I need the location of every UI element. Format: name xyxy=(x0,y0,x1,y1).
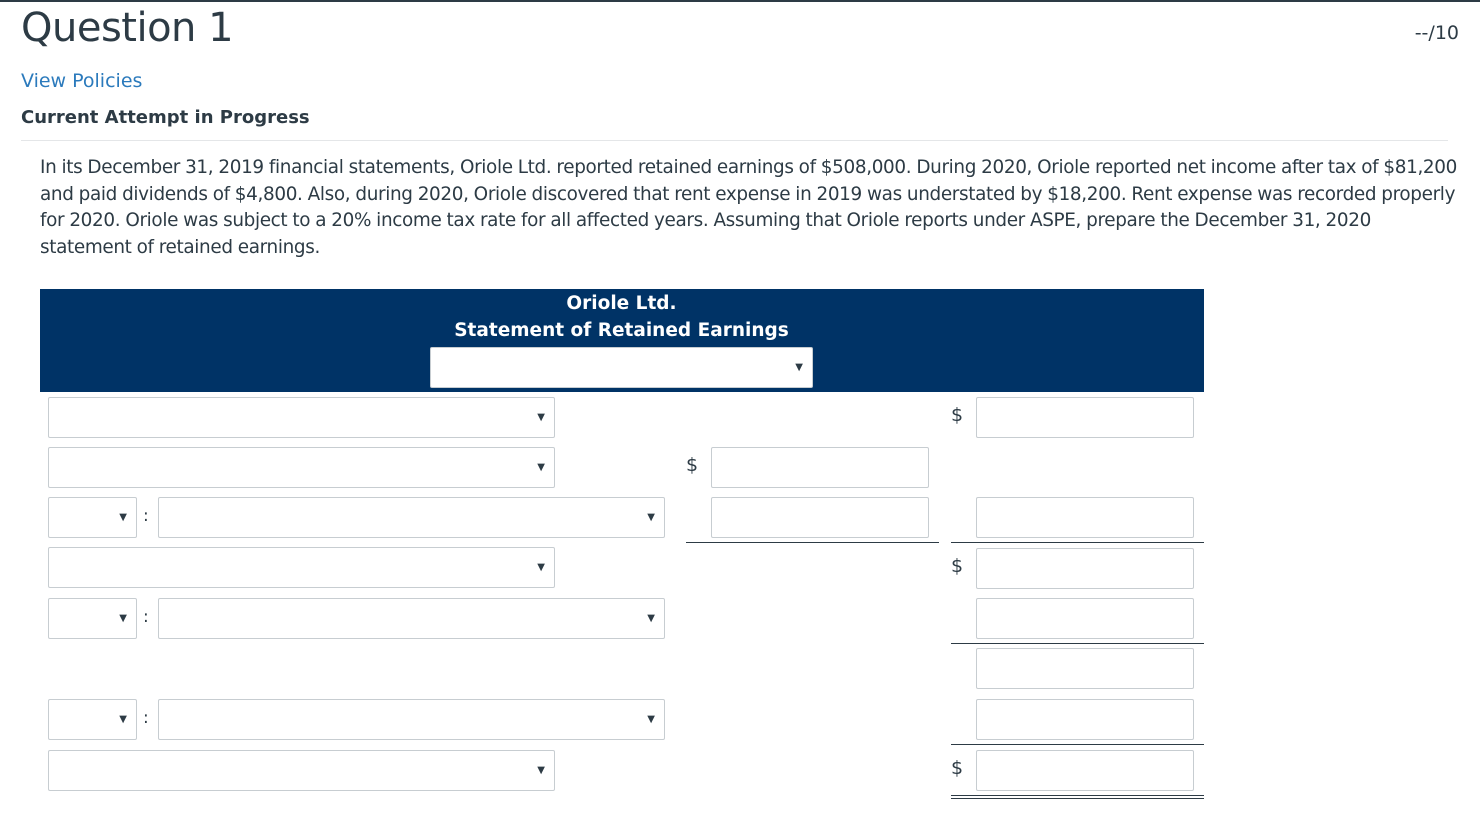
row3-account-select[interactable] xyxy=(158,497,665,538)
divider xyxy=(21,140,1448,141)
colon-separator: : xyxy=(143,708,149,728)
company-name: Oriole Ltd. xyxy=(566,293,677,314)
chevron-down-icon: ▼ xyxy=(537,764,545,776)
chevron-down-icon: ▼ xyxy=(647,713,655,725)
underline-rule xyxy=(951,744,1204,745)
double-underline-rule xyxy=(951,798,1204,799)
row7-amount-input[interactable] xyxy=(976,699,1194,740)
row1-account-select[interactable] xyxy=(48,397,555,438)
chevron-down-icon: ▼ xyxy=(647,612,655,624)
row4-account-select[interactable] xyxy=(48,547,555,588)
date-select[interactable] xyxy=(430,347,813,388)
row8-total-input[interactable] xyxy=(976,750,1194,791)
underline-rule xyxy=(951,643,1204,644)
row8-account-select[interactable] xyxy=(48,750,555,791)
row5-prefix-select[interactable] xyxy=(48,598,137,639)
dollar-sign: $ xyxy=(951,757,964,779)
underline-rule xyxy=(951,542,1204,543)
row3-prefix-select[interactable] xyxy=(48,497,137,538)
chevron-down-icon: ▼ xyxy=(795,361,803,373)
row2-amount-input[interactable] xyxy=(711,447,929,488)
dollar-sign: $ xyxy=(951,404,964,426)
chevron-down-icon: ▼ xyxy=(647,511,655,523)
colon-separator: : xyxy=(143,607,149,627)
attempt-status: Current Attempt in Progress xyxy=(21,107,310,128)
row1-amount-input[interactable] xyxy=(976,397,1194,438)
row4-amount-input[interactable] xyxy=(976,548,1194,589)
top-border xyxy=(0,0,1480,2)
question-title: Question 1 xyxy=(21,5,234,51)
row6-amount-input[interactable] xyxy=(976,648,1194,689)
colon-separator: : xyxy=(143,506,149,526)
double-underline-rule xyxy=(951,795,1204,796)
question-score: --/10 xyxy=(1414,22,1459,44)
dollar-sign: $ xyxy=(686,454,699,476)
row7-prefix-select[interactable] xyxy=(48,699,137,740)
problem-text: In its December 31, 2019 financial statements, Oriole Ltd. reported retained earnings of $508,000. During 2020, Oriole reported net income after tax of $81,200 and paid dividends of $4,800. Also, during 2020, Oriole discovered that rent expense in 2019 was understated by $18,200. Rent expense was recorded properly for 2020. Oriole was subject to a 20% income tax rate for all affected years. Assuming that Oriole reports under ASPE, prepare the December 31, 2020 statement of retained earnings. xyxy=(40,157,1457,259)
chevron-down-icon: ▼ xyxy=(119,713,127,725)
row2-account-select[interactable] xyxy=(48,447,555,488)
row5-amount-input[interactable] xyxy=(976,598,1194,639)
row3-amount-input[interactable] xyxy=(711,497,929,538)
chevron-down-icon: ▼ xyxy=(119,612,127,624)
row5-account-select[interactable] xyxy=(158,598,665,639)
underline-rule xyxy=(686,542,939,543)
row3-total-input[interactable] xyxy=(976,497,1194,538)
chevron-down-icon: ▼ xyxy=(119,511,127,523)
chevron-down-icon: ▼ xyxy=(537,461,545,473)
statement-header xyxy=(40,289,1204,392)
statement-title: Statement of Retained Earnings xyxy=(454,320,789,341)
row7-account-select[interactable] xyxy=(158,699,665,740)
view-policies-link[interactable]: View Policies xyxy=(21,70,143,92)
chevron-down-icon: ▼ xyxy=(537,411,545,423)
chevron-down-icon: ▼ xyxy=(537,561,545,573)
dollar-sign: $ xyxy=(951,555,964,577)
